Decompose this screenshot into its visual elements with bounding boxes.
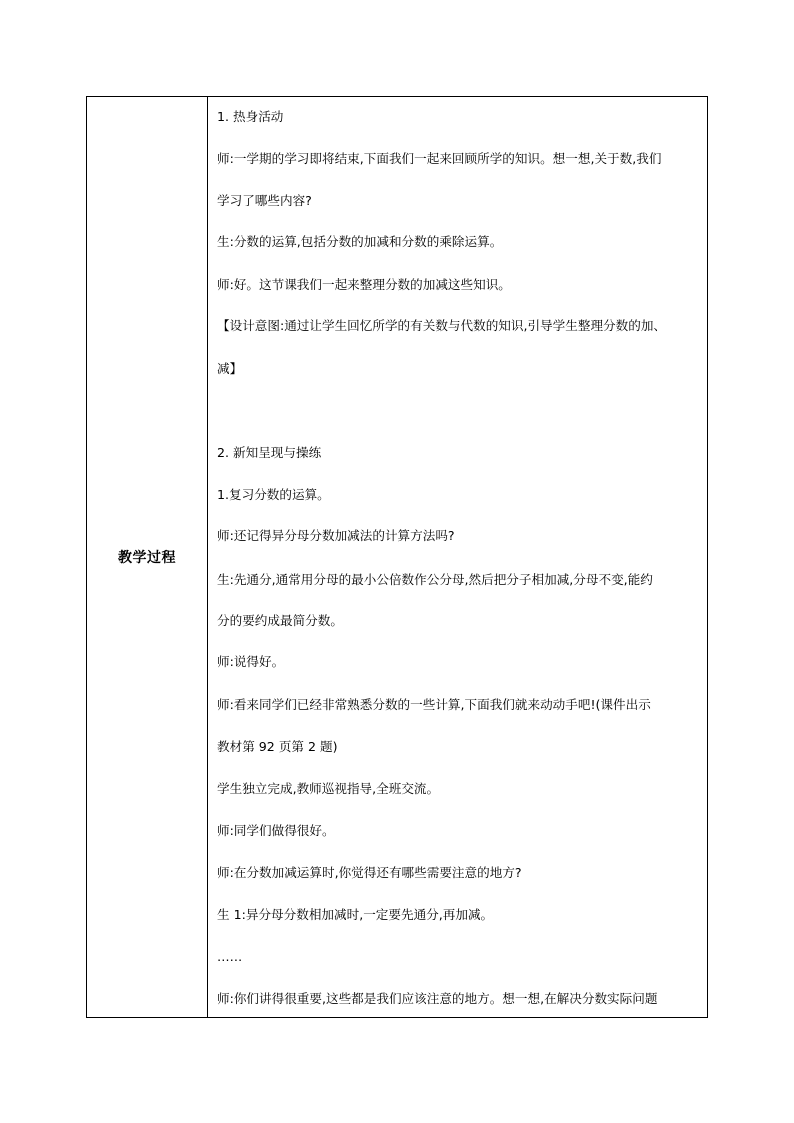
content-line: 师:说得好。 xyxy=(217,654,285,669)
content-line: 师:你们讲得很重要,这些都是我们应该注意的地方。想一想,在解决分数实际问题 xyxy=(217,991,658,1006)
content-line: …… xyxy=(217,949,243,964)
lesson-table xyxy=(86,96,708,1018)
content-line: 减】 xyxy=(217,361,243,376)
content-line: 学生独立完成,教师巡视指导,全班交流。 xyxy=(217,781,440,796)
content-line: 教材第 92 页第 2 题) xyxy=(217,739,338,754)
content-line: 师:同学们做得很好。 xyxy=(217,823,335,838)
content-line: 生:先通分,通常用分母的最小公倍数作公分母,然后把分子相加减,分母不变,能约 xyxy=(217,572,653,587)
content-line: 师:看来同学们已经非常熟悉分数的一些计算,下面我们就来动动手吧!(课件出示 xyxy=(217,697,651,712)
content-line: 【设计意图:通过让学生回忆所学的有关数与代数的知识,引导学生整理分数的加、 xyxy=(217,318,667,333)
content-line: 分的要约成最简分数。 xyxy=(217,613,343,628)
content-line: 生 1:异分母分数相加减时,一定要先通分,再加减。 xyxy=(217,907,494,922)
content-line: 师:还记得异分母分数加减法的计算方法吗? xyxy=(217,528,455,543)
content-line: 师:在分数加减运算时,你觉得还有哪些需要注意的地方? xyxy=(217,865,522,880)
content-line: 生:分数的运算,包括分数的加减和分数的乘除运算。 xyxy=(217,234,503,249)
section-heading-new-knowledge: 2. 新知呈现与操练 xyxy=(217,445,322,460)
content-cell xyxy=(208,97,707,1017)
section-heading-warmup: 1. 热身活动 xyxy=(217,109,284,124)
row-label: 教学过程 xyxy=(118,550,176,566)
row-label-cell xyxy=(87,97,208,1017)
content-line: 师:一学期的学习即将结束,下面我们一起来回顾所学的知识。想一想,关于数,我们 xyxy=(217,151,662,166)
content-line: 学习了哪些内容? xyxy=(217,193,312,208)
content-line: 1.复习分数的运算。 xyxy=(217,487,330,502)
content-line: 师:好。这节课我们一起来整理分数的加减这些知识。 xyxy=(217,277,511,292)
